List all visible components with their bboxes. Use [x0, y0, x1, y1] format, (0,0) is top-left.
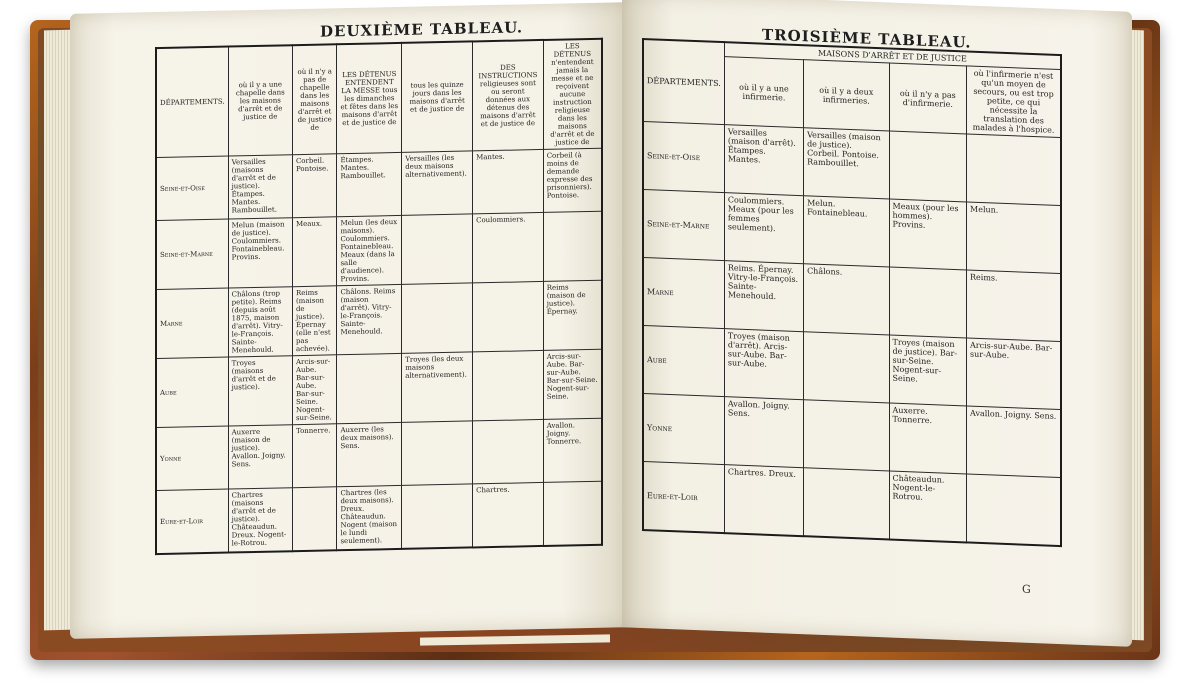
table-cell	[402, 214, 473, 284]
table-cell: Arcis-sur-Aube. Bar-sur-Aube. Bar-sur-Seine. Nogent-sur-Seine.	[543, 349, 602, 419]
table-cell: Melun. Fontainebleau.	[804, 196, 889, 267]
table-cell	[473, 419, 544, 483]
right-header-une-infirmerie: où il y a une infirmerie.	[724, 57, 803, 128]
table-cell: Avallon. Joigny. Sens.	[724, 397, 803, 468]
left-header-messe-quinze-jours: tous les quinze jours dans les maisons d'arrêt et de justice de	[402, 41, 473, 152]
left-header-instructions: DES INSTRUCTIONS religieuses sont ou seront données aux détenus des maisons d'arrêt et de justice de	[473, 40, 544, 151]
table-cell: Troyes (maison d'arrêt). Arcis-sur-Aube. Bar-sur-Aube.	[724, 329, 803, 400]
table-row	[156, 148, 602, 220]
table-cell: Châteaudun. Nogent-le-Rotrou.	[889, 471, 966, 542]
left-header-jamais: LES DÉTENUS n'entendent jamais la messe et ne reçoivent aucune instruction religieuse dans les maisons d'arrêt et de justice de	[543, 39, 602, 150]
table-row	[156, 211, 602, 289]
dept-cell: Eure-et-Loir	[643, 462, 724, 534]
table-cell: Coulommiers. Meaux (pour les femmes seulement).	[724, 193, 803, 264]
left-table	[155, 38, 603, 555]
right-header-departements: DÉPARTEMENTS.	[643, 39, 724, 125]
table-cell	[967, 474, 1061, 546]
right-page-title: TROISIÈME TABLEAU.	[762, 25, 972, 52]
dept-cell: Yonne	[643, 394, 724, 465]
dept-cell: Seine-et-Oise	[643, 122, 724, 193]
left-header-messe-dimanches: LES DÉTENUS ENTENDENT LA MESSE tous les dimanches et fêtes dans les maisons d'arrêt et de justice de	[337, 43, 402, 154]
table-cell: Reims.	[967, 270, 1061, 342]
table-row	[156, 280, 602, 358]
dept-cell: Aube	[156, 357, 228, 428]
table-cell	[337, 353, 402, 423]
right-header-deux-infirmeries: où il y a deux infirmeries.	[804, 60, 889, 131]
table-cell	[473, 281, 544, 351]
table-cell: Melun (maison de justice). Coulommiers. Fontainebleau. Provins.	[228, 218, 292, 288]
dept-cell: Marne	[156, 288, 228, 359]
left-table-header-row	[156, 39, 602, 158]
dept-cell: Seine-et-Marne	[643, 190, 724, 261]
table-cell	[543, 211, 602, 281]
table-cell: Châlons. Reims (maison d'arrêt). Vitry-le-François. Sainte-Menehould.	[337, 284, 402, 354]
table-cell: Troyes (maisons d'arrêt et de justice).	[228, 356, 292, 426]
table-cell: Châlons.	[804, 264, 889, 335]
table-cell: Troyes (les deux maisons alternativement).	[402, 352, 473, 422]
right-header-hospice: où l'infirmerie n'est qu'un moyen de secours, ou est trop petite, ce qui nécessite la translation des malades à l'hospice.	[967, 66, 1061, 138]
table-cell	[889, 131, 966, 202]
table-cell: Arcis-sur-Aube. Bar-sur-Aube. Bar-sur-Seine. Nogent-sur-Seine.	[292, 355, 337, 425]
table-cell: Versailles (les deux maisons alternativement).	[402, 151, 473, 215]
table-cell: Auxerre (maison de justice). Avallon. Joigny. Sens.	[228, 425, 292, 489]
table-cell	[402, 484, 473, 549]
dept-cell: Eure-et-Loir	[156, 489, 228, 554]
right-table	[642, 38, 1062, 547]
table-row	[643, 462, 1061, 547]
table-cell: Chartres.	[473, 482, 544, 547]
dept-cell: Seine-et-Oise	[156, 156, 228, 221]
table-cell	[804, 468, 889, 540]
table-row	[156, 418, 602, 490]
right-header-pas-infirmerie: où il n'y a pas d'infirmerie.	[889, 63, 966, 134]
table-cell: Auxerre (les deux maisons). Sens.	[337, 422, 402, 486]
table-cell	[889, 267, 966, 338]
left-header-chapelle: où il y a une chapelle dans les maisons d'arrêt et de justice de	[228, 45, 292, 156]
table-cell	[402, 283, 473, 353]
table-cell: Coulommiers.	[473, 212, 544, 282]
table-row	[156, 481, 602, 554]
table-cell: Avallon. Joigny. Tonnerre.	[543, 418, 602, 482]
table-cell: Avallon. Joigny. Sens.	[967, 406, 1061, 478]
table-cell: Meaux.	[292, 217, 337, 287]
table-cell: Troyes (maison de justice). Bar-sur-Seine. Nogent-sur-Seine.	[889, 335, 966, 406]
dept-cell: Yonne	[156, 426, 228, 491]
table-cell: Corbeil (à moins de demande expresse des prisonniers). Pontoise.	[543, 148, 602, 212]
table-cell: Tonnerre.	[292, 424, 337, 488]
left-page-title: DEUXIÈME TABLEAU.	[320, 18, 524, 41]
table-cell	[543, 481, 602, 546]
table-row	[156, 349, 602, 427]
table-cell: Reims. Épernay. Vitry-le-François. Sainte-Menehould.	[724, 261, 803, 332]
dept-cell: Aube	[643, 326, 724, 397]
table-cell	[292, 487, 337, 551]
table-cell	[967, 134, 1061, 206]
table-cell	[473, 350, 544, 420]
left-header-departements: DÉPARTEMENTS.	[156, 47, 228, 158]
dept-cell: Marne	[643, 258, 724, 329]
table-cell: Versailles (maison de justice). Corbeil. Pontoise. Rambouillet.	[804, 128, 889, 199]
table-cell: Melun (les deux maisons). Coulommiers. Fontainebleau. Meaux (dans la salle d'audience). Provins.	[337, 215, 402, 285]
left-header-pas-chapelle: où il n'y a pas de chapelle dans les maisons d'arrêt et de justice de	[292, 44, 337, 154]
right-group-header: MAISONS D'ARRÊT ET DE JUSTICE	[724, 42, 1061, 69]
table-cell: Arcis-sur-Aube. Bar-sur-Aube.	[967, 338, 1061, 410]
table-cell: Étampes. Mantes. Rambouillet.	[337, 152, 402, 216]
table-cell: Reims (maison de justice). Épernay (elle n'est pas achevée).	[292, 286, 337, 356]
table-cell	[804, 400, 889, 471]
table-cell	[402, 421, 473, 485]
table-cell: Chartres. Dreux.	[724, 465, 803, 537]
table-cell: Châlons (trop petite). Reims (depuis août 1875, maison d'arrêt). Vitry-le-François. Sainte-Menehould.	[228, 287, 292, 357]
table-cell: Versailles (maisons d'arrêt et de justice). Étampes. Mantes. Rambouillet.	[228, 155, 292, 219]
right-page	[622, 0, 1132, 647]
table-cell: Corbeil. Pontoise.	[292, 154, 337, 218]
page-signature: G	[1022, 582, 1031, 596]
table-cell	[804, 332, 889, 403]
table-cell: Reims (maison de justice). Épernay.	[543, 280, 602, 350]
table-cell: Versailles (maison d'arrêt). Étampes. Mantes.	[724, 125, 803, 196]
table-cell: Auxerre. Tonnerre.	[889, 403, 966, 474]
table-cell: Chartres (les deux maisons). Dreux. Châteaudun. Nogent (maison le lundi seulement).	[337, 485, 402, 550]
table-cell: Chartres (maisons d'arrêt et de justice). Châteaudun. Dreux. Nogent-le-Rotrou.	[228, 488, 292, 553]
table-cell: Mantes.	[473, 149, 544, 213]
dept-cell: Seine-et-Marne	[156, 219, 228, 290]
left-page	[70, 2, 630, 639]
table-cell: Melun.	[967, 202, 1061, 274]
table-cell: Meaux (pour les hommes). Provins.	[889, 199, 966, 270]
